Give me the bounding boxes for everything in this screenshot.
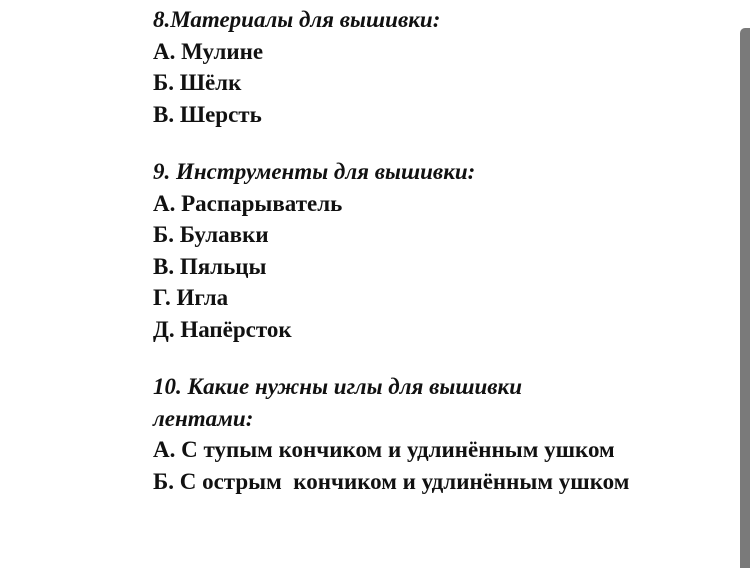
question-9	[153, 156, 723, 345]
option-a: А. Распарыватель	[153, 190, 343, 216]
option-b: Б. Булавки	[153, 222, 269, 247]
question-8	[153, 4, 723, 130]
question-10-options	[153, 434, 693, 466]
option-a: А. Мулине	[153, 38, 264, 64]
question-10-options-b	[153, 466, 633, 498]
question-title: 9. Инструменты для вышивки:	[153, 159, 476, 184]
scrollbar[interactable]	[740, 28, 750, 568]
option-b: Б. С острым кончиком и удлинённым ушком	[153, 468, 630, 494]
spacer	[153, 130, 723, 156]
option-d: Г. Игла	[153, 285, 229, 310]
option-b: Б. Шёлк	[153, 70, 242, 95]
question-10	[153, 371, 593, 434]
option-c: В. Пяльцы	[153, 253, 267, 279]
question-title: 10. Какие нужны иглы для вышивки лентами:	[153, 374, 522, 431]
document-page	[153, 4, 723, 497]
option-c: В. Шерсть	[153, 101, 262, 127]
spacer	[153, 345, 723, 371]
question-title: 8.Материалы для вышивки:	[153, 7, 441, 32]
option-a: А. С тупым кончиком и удлинённым ушком	[153, 437, 615, 462]
option-e: Д. Напёрсток	[153, 316, 292, 342]
